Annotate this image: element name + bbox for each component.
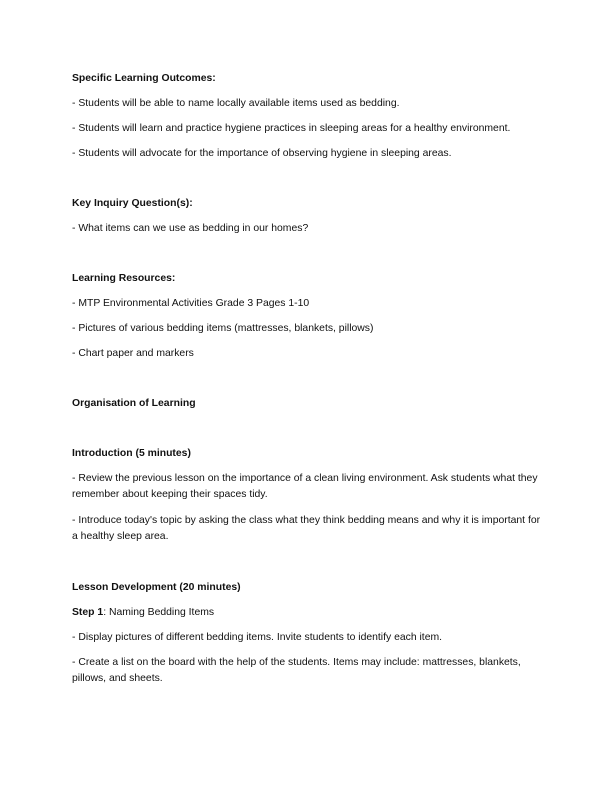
development-item: - Create a list on the board with the help of the students. Items may include: mattresses, blankets, pillows, and sheets. xyxy=(72,657,521,684)
organisation-heading: Organisation of Learning xyxy=(72,398,196,409)
resource-item: - MTP Environmental Activities Grade 3 Pages 1-10 xyxy=(72,298,310,309)
inquiry-heading: Key Inquiry Question(s): xyxy=(72,198,193,209)
inquiry-item: - What items can we use as bedding in our homes? xyxy=(72,223,309,234)
step-1-label: Step 1 xyxy=(72,607,104,618)
introduction-item: - Review the previous lesson on the importance of a clean living environment. Ask students what they remember about keeping their spaces tidy. xyxy=(72,473,538,500)
development-item: - Display pictures of different bedding items. Invite students to identify each item. xyxy=(72,632,443,643)
development-heading: Lesson Development (20 minutes) xyxy=(72,582,241,593)
introduction-heading: Introduction (5 minutes) xyxy=(72,448,191,459)
step-1-title: : Naming Bedding Items xyxy=(103,607,215,618)
resources-heading: Learning Resources: xyxy=(72,273,176,284)
outcome-item: - Students will learn and practice hygiene practices in sleeping areas for a healthy environment. xyxy=(72,123,511,134)
outcomes-heading: Specific Learning Outcomes: xyxy=(72,73,216,84)
outcome-item: - Students will be able to name locally available items used as bedding. xyxy=(72,98,400,109)
outcome-item: - Students will advocate for the importance of observing hygiene in sleeping areas. xyxy=(72,148,452,159)
resource-item: - Pictures of various bedding items (mattresses, blankets, pillows) xyxy=(72,323,374,334)
step-1-line xyxy=(72,605,542,621)
introduction-item: - Introduce today's topic by asking the class what they think bedding means and why it is important for a healthy sleep area. xyxy=(72,515,541,542)
resource-item: - Chart paper and markers xyxy=(72,348,194,359)
